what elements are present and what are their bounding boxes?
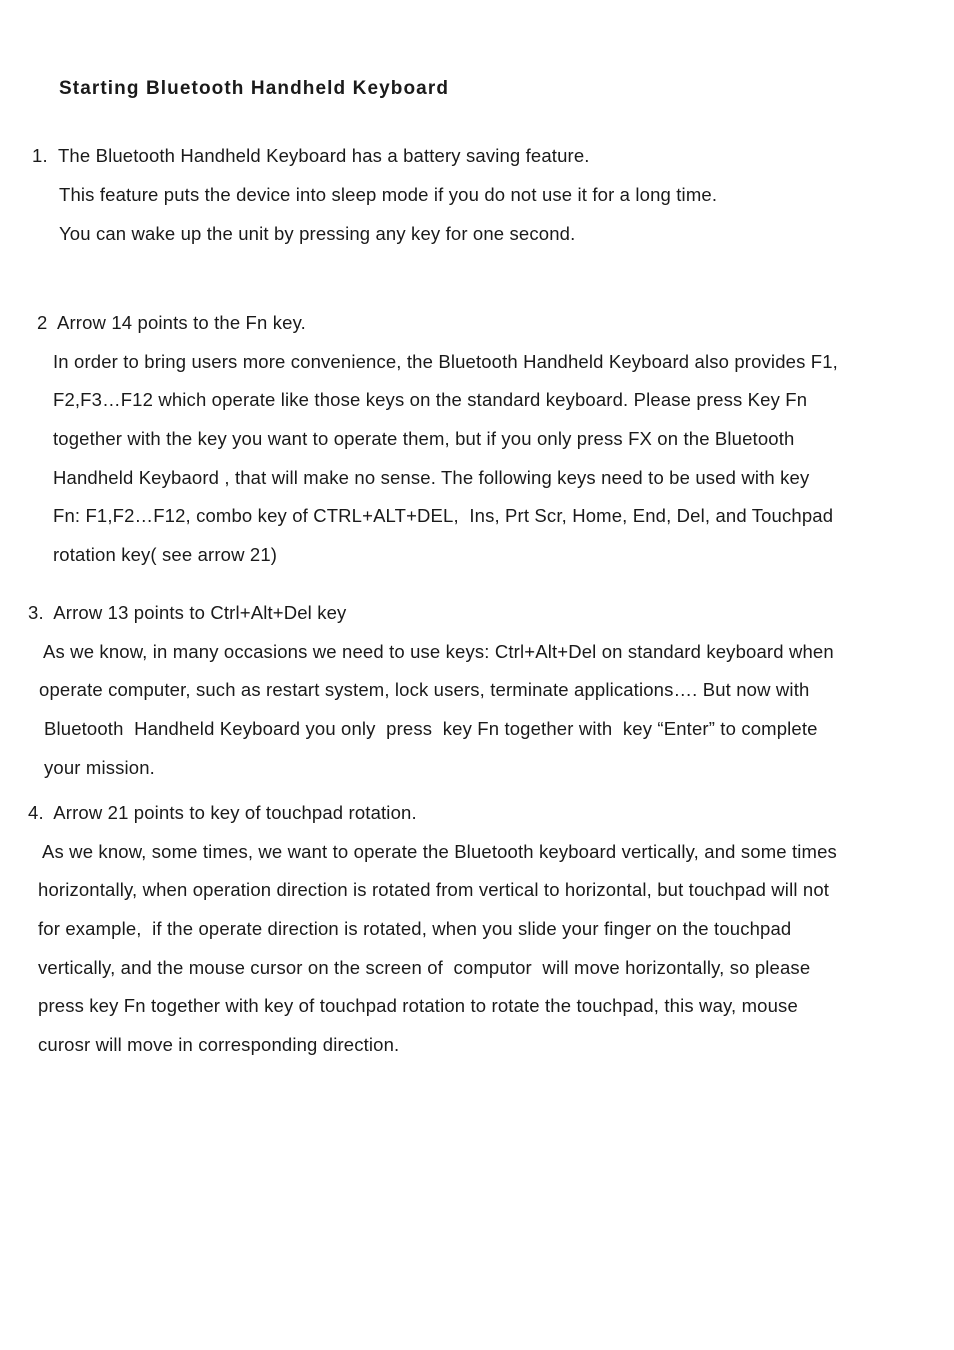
section-2-text-line: F2,F3…F12 which operate like those keys on the standard keyboard. Please press Key Fn xyxy=(53,389,808,410)
section-1-text-line: This feature puts the device into sleep mode if you do not use it for a long time. xyxy=(59,184,718,205)
section-3-text-line: As we know, in many occasions we need to use keys: Ctrl+Alt+Del on standard keyboard when xyxy=(43,641,834,662)
section-1-text-line: You can wake up the unit by pressing any key for one second. xyxy=(59,223,576,244)
section-4-text-line: vertically, and the mouse cursor on the screen of computor will move horizontally, so please xyxy=(38,957,811,978)
section-3-text-line: your mission. xyxy=(44,757,155,778)
section-4-text-line: curosr will move in corresponding direction. xyxy=(38,1034,400,1055)
section-2-text-line: Fn: F1,F2…F12, combo key of CTRL+ALT+DEL, Ins, Prt Scr, Home, End, Del, and Touchpad xyxy=(53,505,834,526)
section-4-text-line: As we know, some times, we want to operate the Bluetooth keyboard vertically, and some times xyxy=(42,841,837,862)
section-1-heading: 1. The Bluetooth Handheld Keyboard has a battery saving feature. xyxy=(32,145,590,166)
section-4-text-line: for example, if the operate direction is rotated, when you slide your finger on the touchpad xyxy=(38,918,792,939)
section-2-text-line: Handheld Keybaord , that will make no sense. The following keys need to be used with key xyxy=(53,467,810,488)
section-2-text-line: In order to bring users more convenience, the Bluetooth Handheld Keyboard also provides F1, xyxy=(53,351,838,372)
page-title: Starting Bluetooth Handheld Keyboard xyxy=(59,78,450,99)
section-4-text-line: press key Fn together with key of touchpad rotation to rotate the touchpad, this way, mouse xyxy=(38,995,798,1016)
section-3-text-line: operate computer, such as restart system, lock users, terminate applications…. But now with xyxy=(39,679,810,700)
section-2-text-line: rotation key( see arrow 21) xyxy=(53,544,278,565)
section-3-heading: 3. Arrow 13 points to Ctrl+Alt+Del key xyxy=(28,602,347,623)
section-4-text-line: horizontally, when operation direction is rotated from vertical to horizontal, but touchpad will not xyxy=(38,879,830,900)
section-3-text-line: Bluetooth Handheld Keyboard you only press key Fn together with key “Enter” to complete xyxy=(44,718,818,739)
section-4-heading: 4. Arrow 21 points to key of touchpad rotation. xyxy=(28,802,417,823)
section-2-heading: 2 Arrow 14 points to the Fn key. xyxy=(37,312,306,333)
section-2-text-line: together with the key you want to operate them, but if you only press FX on the Bluetooth xyxy=(53,428,795,449)
